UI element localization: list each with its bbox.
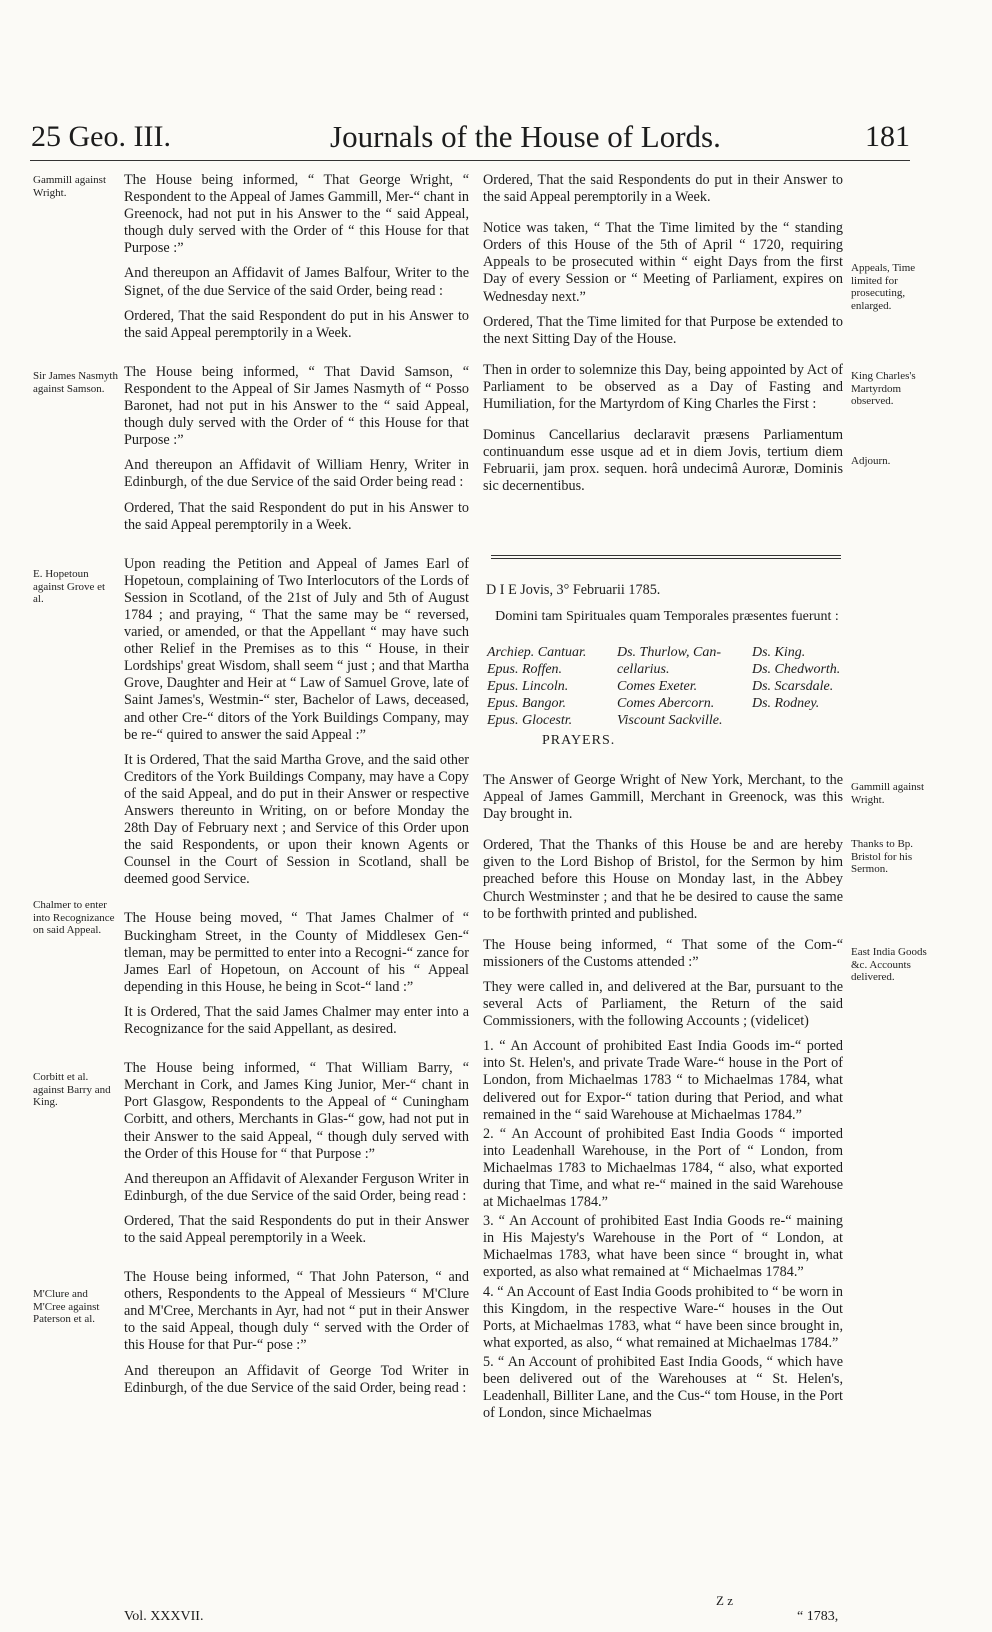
- attendee: Ds. Chedworth.: [752, 662, 841, 677]
- paragraph: The House being informed, “ That some of the Com-“ missioners of the Customs attended :”: [483, 936, 843, 970]
- paragraph: And thereupon an Affidavit of Alexander Ferguson Writer in Edinburgh, of the due Service of the said Order, being read :: [124, 1170, 469, 1204]
- left-column: [124, 172, 469, 1405]
- paragraph: Dominus Cancellarius declaravit præsens Parliamentum continuandum esse usque ad et in diem Jovis, tertium diem Februarii, jam prox. sequen. horâ undecimâ Auroræ, Dominis sic decernentibus.: [483, 427, 843, 495]
- attendee: Epus. Lincoln.: [487, 679, 569, 694]
- catchword: “ 1783,: [797, 1609, 839, 1624]
- account-entry: 5. “ An Account of prohibited East India Goods, “ which have been delivered out of the Warehouses at “ St. Helen's, Leadenhall, Billiter Lane, and the Cus-“ tom House, in the Port of London, since Michaelmas: [483, 1353, 843, 1422]
- day-heading: D I E Jovis, 3° Februarii 1785.: [486, 582, 661, 598]
- attendee: cellarius.: [617, 662, 670, 677]
- paragraph: The House being informed, “ That George Wright, “ Respondent to the Appeal of James Gammill, Mer-“ chant in Greenock, had not put in his Answer to the “ said Appeal, though duly served with the Order of “ this House for that Purpose :”: [124, 172, 469, 257]
- margin-note-right: Gammill against Wright.: [851, 781, 925, 806]
- paragraph: Ordered, That the said Respondent do put in his Answer to the said Appeal peremptorily in a Week.: [124, 499, 469, 533]
- margin-note-left: Chalmer to enter into Recognizance on said Appeal.: [33, 899, 115, 936]
- paragraph: The House being informed, “ That David Samson, “ Respondent to the Appeal of Sir James Nasmyth of “ Posso Baronet, had not put in his Answer to the “ said Appeal, though duly served with the Order of “ this House for that Purpose :”: [124, 363, 469, 449]
- attendee: Comes Abercorn.: [617, 696, 715, 711]
- paragraph: It is Ordered, That the said James Chalmer may enter into a Recognizance for the said Appellant, as desired.: [124, 1003, 469, 1038]
- attendance-column-barons: [752, 644, 840, 712]
- paragraph: Ordered, That the said Respondents do put in their Answer to the said Appeal peremptorily in a Week.: [124, 1212, 469, 1246]
- paragraph: The Answer of George Wright of New York, Merchant, to the Appeal of James Gammill, Merchant in Greenock, was this Day brought in.: [483, 772, 843, 823]
- paragraph: And thereupon an Affidavit of George Tod Writer in Edinburgh, of the due Service of the said Order, being read :: [124, 1362, 469, 1396]
- paragraph: Ordered, That the said Respondent do put in his Answer to the said Appeal peremptorily in a Week.: [124, 307, 469, 341]
- paragraph: Notice was taken, “ That the Time limited by the “ standing Orders of this House of the 5th of April “ 1720, requiring Appeals to be prosecuted within “ eight Days from the first Day of every Session or “ Meeting of Parliament, expires on Wednesday next.”: [483, 220, 843, 305]
- account-entry: 2. “ An Account of prohibited East India Goods “ imported into Leadenhall Warehouse, in the Port of “ London, from Michaelmas 1783 to Michaelmas 1784, “ also, what exported during that Time, and what re-“ mained in the said Warehouse at Michaelmas 1784.”: [483, 1125, 843, 1211]
- attendee: Epus. Glocestr.: [487, 713, 573, 728]
- margin-note-left: Sir James Nasmyth against Samson.: [33, 370, 118, 395]
- margin-note-right: Thanks to Bp. Bristol for his Sermon.: [851, 838, 914, 875]
- margin-note-left: M'Clure and M'Cree against Paterson et al.: [33, 1288, 100, 1325]
- paragraph: And thereupon an Affidavit of William Henry, Writer in Edinburgh, of the due Service of the said Order being read :: [124, 457, 469, 491]
- section-rule: [491, 555, 841, 556]
- attendee: Archiep. Cantuar.: [487, 645, 587, 660]
- paragraph: Ordered, That the said Respondents do put in their Answer to the said Appeal peremptorily in a Week.: [483, 172, 843, 206]
- signature-mark: Z z: [716, 1593, 733, 1608]
- paragraph: Ordered, That the Time limited for that Purpose be extended to the next Sitting Day of the House.: [483, 313, 843, 347]
- section-rule: [491, 558, 841, 559]
- right-column-bottom: [483, 772, 843, 1424]
- paragraph: Then in order to solemnize this Day, being appointed by Act of Parliament to be observed as a Day of Fasting and Humiliation, for the Martyrdom of King Charles the First :: [483, 361, 843, 413]
- paragraph: It is Ordered, That the said Martha Grove, and the said other Creditors of the York Buildings Company, may have a Copy of the said Appeal, and do put in their Answer or respective Answers thereunto in Writing, on or before Monday the 28th Day of February next ; and Service of this Order upon the said Respondents, or upon their known Agents or Counsel in the Court of Session in Scotland, shall be deemed good Service.: [124, 751, 469, 888]
- right-column-top: [483, 172, 843, 504]
- account-entry: 4. “ An Account of East India Goods prohibited to “ be worn in this Kingdom, in the respective Ware-“ houses in the Out Ports, at Michaelmas 1783, what “ have been since brought in, what exported, as also, “ what remained at Michaelmas 1784.”: [483, 1283, 843, 1351]
- attendee: Epus. Bangor.: [487, 696, 566, 711]
- margin-note-left: Gammill against Wright.: [33, 174, 107, 199]
- attendee: Ds. Rodney.: [752, 696, 820, 711]
- volume-footer: Vol. XXXVII.: [124, 1609, 204, 1624]
- page-number: 181: [865, 120, 910, 153]
- attendee: Viscount Sackville.: [617, 713, 723, 728]
- margin-note-right: East India Goods &c. Accounts delivered.: [851, 946, 927, 983]
- paragraph: Upon reading the Petition and Appeal of James Earl of Hopetoun, complaining of Two Interlocutors of the Lords of Session in Scotland, of the 21st of July and 5th of August 1784 ; and praying, “ That the same may be “ reversed, varied, or amended, or that the Appellant “ may have such other Relief in the Premises as to this “ House, in their Lordships' great Wisdom, shall seem “ just ; and that Martha Grove, Daughter and Heir at “ Law of Samuel Grove, late of Saint James's, Westmin-“ ster, Bachelor of Laws, deceased, and other Cre-“ ditors of the York Buildings Company, may be re-“ quired to answer the said Appeal :”: [124, 555, 469, 743]
- paragraph: The House being informed, “ That John Paterson, “ and others, Respondents to the Appeal of Messieurs “ M'Clure and M'Cree, Merchants in Ayr, had not “ put in their Answer to the said Appeal, though duly “ served with the Order of this House for that Pur-“ pose :”: [124, 1269, 469, 1354]
- paragraph: The House being informed, “ That William Barry, “ Merchant in Cork, and James King Junior, Mer-“ chant in Port Glasgow, Respondents to the Appeal of “ Cuningham Corbitt, and others, Merchants in Glas-“ gow, had not put in their Answer to the said Appeal, “ though duly served with the Order of this House for “ that Purpose :”: [124, 1060, 469, 1162]
- margin-note-right: King Charles's Martyrdom observed.: [851, 370, 916, 407]
- paragraph: They were called in, and delivered at the Bar, pursuant to the several Acts of Parliament, the Return of the said Commissioners, with the following Accounts ; (videlicet): [483, 978, 843, 1030]
- account-entry: 1. “ An Account of prohibited East India Goods im-“ ported into St. Helen's, and private Trade Ware-“ house in the Port of London, from Michaelmas 1783 “ to Michaelmas 1784, what delivered out for Expor-“ tation during that Period, and what remained in the “ said Warehouse at Michaelmas 1784.”: [483, 1038, 843, 1123]
- header-rule: [30, 160, 910, 161]
- attendee: Ds. Scarsdale.: [752, 679, 834, 694]
- paragraph: The House being moved, “ That James Chalmer of “ Buckingham Street, in the County of Middlesex Gen-“ tleman, may be permitted to enter into a Recogni-“ zance for James Earl of Hopetoun, on Account of his “ Appeal depending in this House, he being in Scot-“ land :”: [124, 910, 469, 995]
- page-header-title: Journals of the House of Lords.: [330, 119, 721, 154]
- margin-note-right: Adjourn.: [851, 455, 891, 467]
- page-header-regnal-year: 25 Geo. III.: [31, 120, 171, 153]
- paragraph: Ordered, That the Thanks of this House be and are hereby given to the Lord Bishop of Bristol, for the Sermon by him preached before this House on Monday last, in the Abbey Church Westminster ; and that he be desired to cause the same to be forthwith printed and published.: [483, 837, 843, 922]
- margin-note-left: E. Hopetoun against Grove et al.: [33, 568, 106, 605]
- prayers-heading: PRAYERS.: [542, 733, 616, 748]
- margin-note-right: Appeals, Time limited for prosecuting, enlarged.: [851, 262, 916, 312]
- attendance-column-temporal: [617, 644, 722, 729]
- attendee: Epus. Roffen.: [487, 662, 563, 677]
- attendance-column-spiritual: [487, 644, 586, 729]
- attendee: Ds. King.: [752, 645, 806, 660]
- attendee: Comes Exeter.: [617, 679, 698, 694]
- paragraph: And thereupon an Affidavit of James Balfour, Writer to the Signet, of the due Service of the said Order, being read :: [124, 265, 469, 299]
- account-entry: 3. “ An Account of prohibited East India Goods re-“ maining in His Majesty's Warehouse in the Port of “ London, at Michaelmas 1783, what have been since “ brought in, what exported, as also what remained at “ Michaelmas 1784.”: [483, 1213, 843, 1281]
- margin-note-left: Corbitt et al. against Barry and King.: [33, 1071, 111, 1108]
- attendance-heading: Domini tam Spirituales quam Temporales præsentes fuerunt :: [495, 609, 839, 624]
- attendee: Ds. Thurlow, Can-: [617, 645, 721, 660]
